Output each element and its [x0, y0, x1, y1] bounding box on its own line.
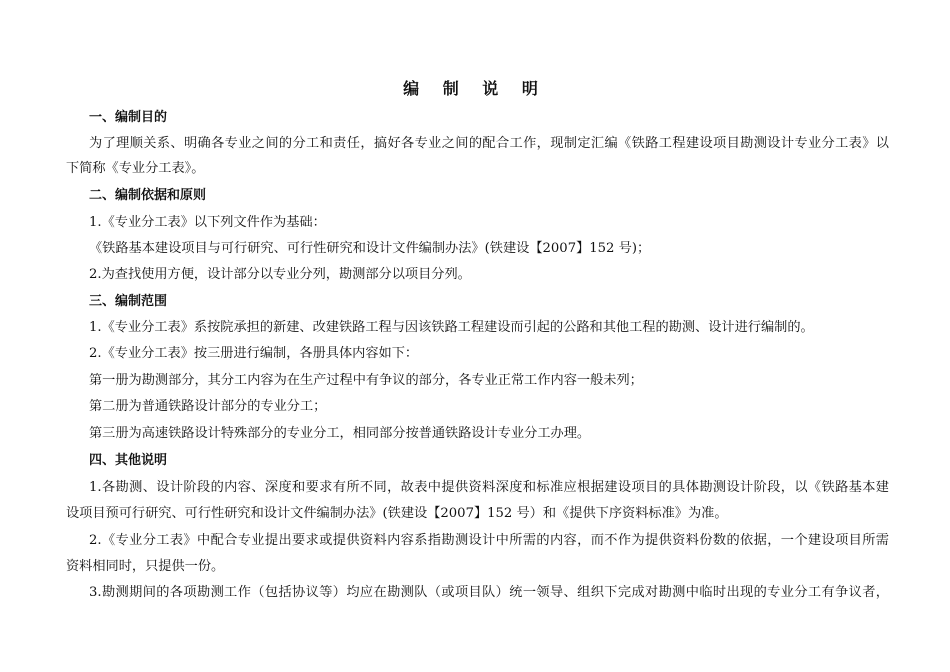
section-heading-purpose: 一、编制目的: [89, 110, 168, 125]
paragraph-line: 为了理顺关系、明确各专业之间的分工和责任，搞好各专业之间的配合工作，现制定汇编《铁路工程建设项目勘测设计专业分工表》以: [89, 136, 889, 151]
page-title: 编 制 说 明: [403, 79, 547, 98]
paragraph-line: 2.《专业分工表》按三册进行编制，各册具体内容如下：: [89, 346, 419, 361]
paragraph-line: 1.各勘测、设计阶段的内容、深度和要求有所不同，故表中提供资料深度和标准应根据建设项目的具体勘测设计阶段，以《铁路基本建: [89, 480, 889, 495]
paragraph-line: 第三册为高速铁路设计特殊部分的专业分工，相同部分按普通铁路设计专业分工办理。: [89, 426, 591, 441]
paragraph-line: 设项目预可行研究、可行性研究和设计文件编制办法》(铁建设【2007】152 号）和《提供下序资料标准》为准。: [66, 506, 728, 521]
paragraph-line: 第二册为普通铁路设计部分的专业分工；: [89, 399, 327, 414]
paragraph-line: 第一册为勘测部分，其分工内容为在生产过程中有争议的部分，各专业正常工作内容一般未列；: [89, 373, 643, 388]
paragraph-line: 2.为查找使用方便，设计部分以专业分列，勘测部分以项目分列。: [89, 267, 471, 282]
section-heading-other: 四、其他说明: [89, 453, 168, 468]
paragraph-line: 3.勘测期间的各项勘测工作（包括协议等）均应在勘测队（或项目队）统一领导、组织下完成对勘测中临时出现的专业分工有争议者，: [89, 585, 889, 600]
paragraph-line: 《铁路基本建设项目与可行研究、可行性研究和设计文件编制办法》(铁建设【2007】152 号)；: [89, 241, 651, 256]
paragraph-line: 下简称《专业分工表》。: [66, 161, 205, 176]
section-heading-basis: 二、编制依据和原则: [89, 188, 207, 203]
section-heading-scope: 三、编制范围: [89, 294, 168, 309]
paragraph-line: 资料相同时，只提供一份。: [66, 559, 225, 574]
paragraph-line: 1.《专业分工表》以下列文件作为基础：: [89, 215, 326, 230]
paragraph-line: 1.《专业分工表》系按院承担的新建、改建铁路工程与因该铁路工程建设而引起的公路和其他工程的勘测、设计进行编制的。: [89, 320, 814, 335]
paragraph-line: 2.《专业分工表》中配合专业提出要求或提供资料内容系指勘测设计中所需的内容，而不作为提供资料份数的依据，一个建设项目所需: [89, 533, 889, 548]
